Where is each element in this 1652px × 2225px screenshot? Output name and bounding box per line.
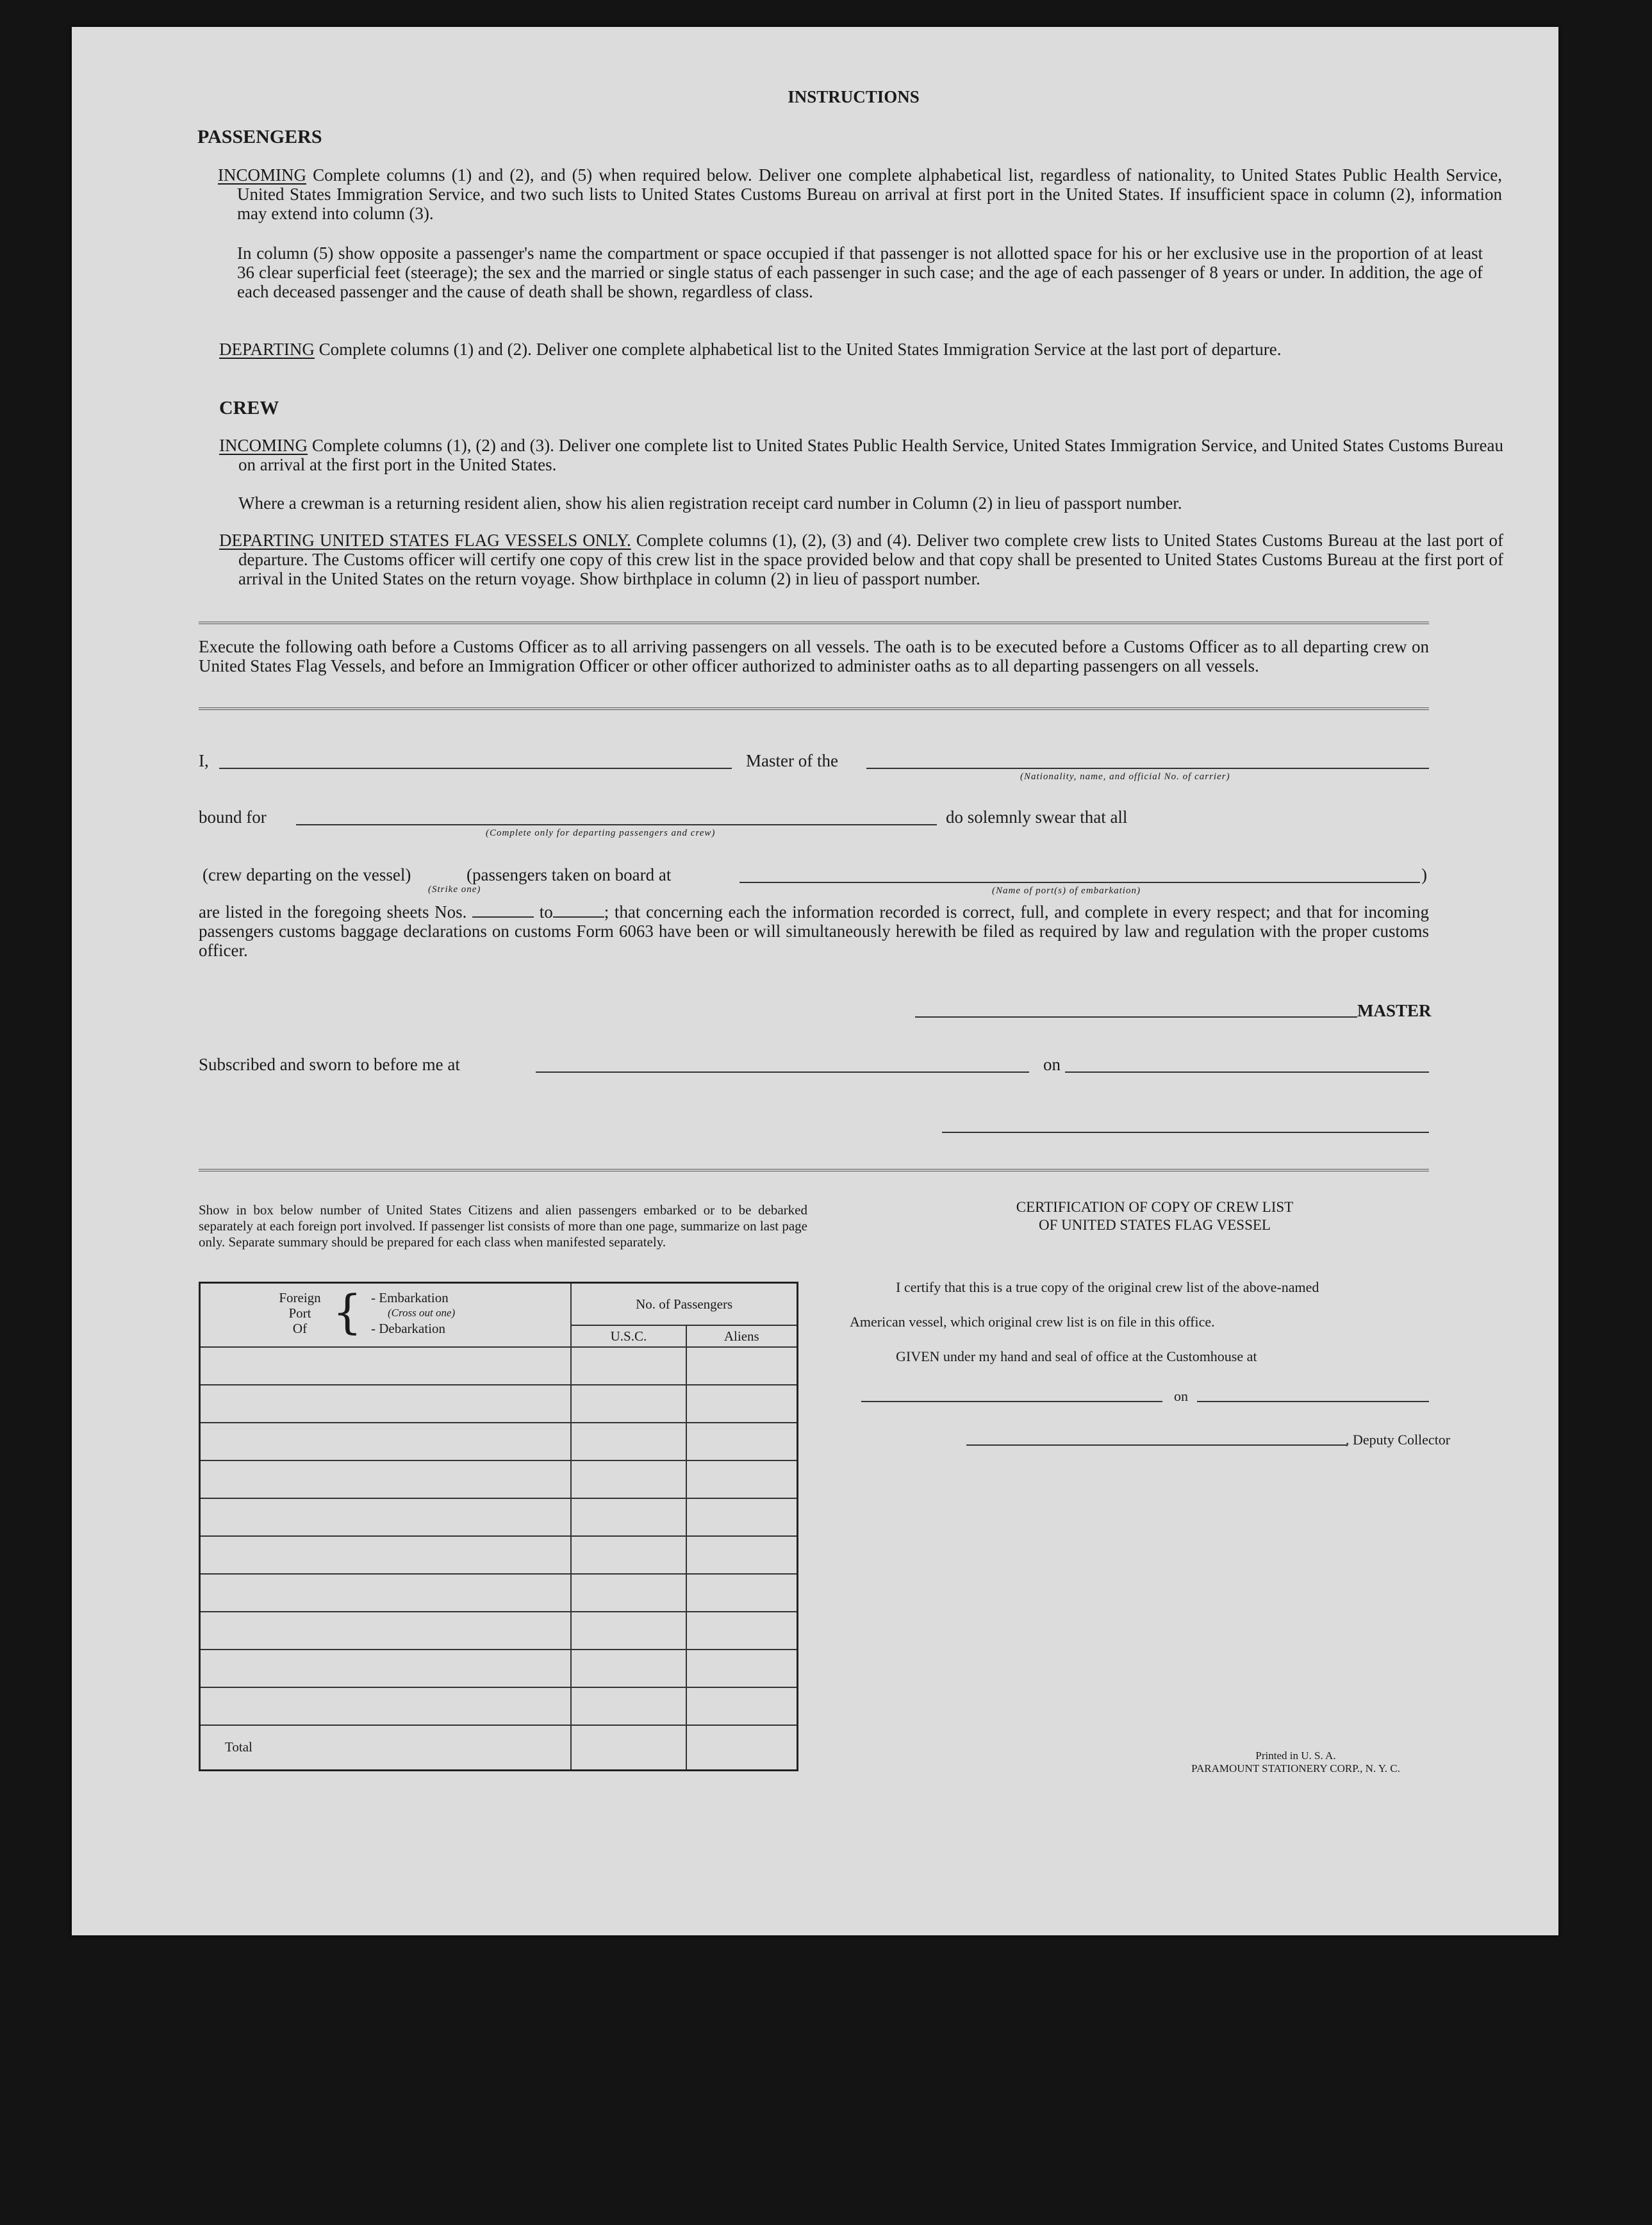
aliens-cell[interactable] bbox=[686, 1498, 798, 1536]
usc-cell[interactable] bbox=[571, 1498, 686, 1536]
certification-line3: GIVEN under my hand and seal of office at the Customhouse at bbox=[896, 1348, 1257, 1364]
passengers-taken-option[interactable]: (passengers taken on board at bbox=[467, 865, 672, 884]
bound-for-field[interactable] bbox=[296, 824, 937, 825]
port-cell[interactable] bbox=[200, 1650, 572, 1687]
embarkation-ports-field[interactable] bbox=[739, 882, 1420, 883]
aliens-cell[interactable] bbox=[686, 1385, 798, 1423]
usc-cell[interactable] bbox=[571, 1612, 686, 1650]
crew-resident-alien-instruction: Where a crewman is a returning resident alien, show his alien registration receipt card number in Column (2) in lieu of passport number. bbox=[238, 493, 1182, 513]
of-label: Of bbox=[292, 1321, 308, 1336]
port-cell[interactable] bbox=[200, 1423, 572, 1460]
aliens-cell[interactable] bbox=[686, 1687, 798, 1725]
sheets-prefix: are listed in the foregoing sheets Nos. bbox=[199, 902, 467, 922]
sheet-from-field[interactable] bbox=[472, 916, 534, 918]
certification-heading bbox=[898, 1198, 1411, 1234]
aliens-cell[interactable] bbox=[686, 1460, 798, 1498]
certification-heading-line1: CERTIFICATION OF COPY OF CREW LIST bbox=[1016, 1199, 1294, 1215]
sworn-on-label: on bbox=[1043, 1055, 1061, 1074]
crew-heading: CREW bbox=[219, 397, 279, 418]
crew-departing-text: Complete columns (1), (2), (3) and (4). Deliver two complete crew lists to United States Customs Bureau at the last port of departure. The Customs officer will certify one copy of this crew list in the space provided below and that copy shall be presented to United States Customs Bureau at the first port of arrival in the United States on the return voyage. Show birthplace in column (2) in lieu of passport number. bbox=[238, 531, 1503, 588]
swear-label: do solemnly swear that all bbox=[946, 807, 1128, 827]
total-usc-cell[interactable] bbox=[571, 1725, 686, 1770]
usc-cell[interactable] bbox=[571, 1385, 686, 1423]
foreign-port-header bbox=[200, 1283, 572, 1348]
bound-for-label: bound for bbox=[199, 807, 267, 827]
subscribed-label: Subscribed and sworn to before me at bbox=[199, 1055, 460, 1074]
certification-line2: American vessel, which original crew list is on file in this office. bbox=[850, 1314, 1215, 1330]
table-row bbox=[200, 1498, 798, 1536]
cross-out-hint: (Cross out one) bbox=[388, 1307, 456, 1319]
port-cell[interactable] bbox=[200, 1385, 572, 1423]
passengers-departing-keyword: DEPARTING bbox=[219, 340, 315, 359]
table-row bbox=[200, 1385, 798, 1423]
table-row bbox=[200, 1574, 798, 1612]
sheets-statement bbox=[199, 902, 1429, 960]
crew-departing-option[interactable]: (crew departing on the vessel) bbox=[202, 865, 411, 884]
aliens-cell[interactable] bbox=[686, 1574, 798, 1612]
master-label: MASTER bbox=[1357, 1001, 1432, 1020]
crew-departing-instruction bbox=[219, 531, 1503, 588]
passengers-column5-instruction: In column (5) show opposite a passenger's name the compartment or space occupied if that passenger is not allotted space for his or her exclusive use in the proportion of at least 36 clear superficial feet (steerage); the sex and the married or single status of each passenger in such case; and the age of each passenger of 8 years or under. In addition, the age of each deceased passenger and the cause of death shall be shown, regardless of class. bbox=[237, 244, 1483, 301]
carrier-hint: (Nationality, name, and official No. of carrier) bbox=[1020, 772, 1230, 782]
port-cell[interactable] bbox=[200, 1687, 572, 1725]
aliens-cell[interactable] bbox=[686, 1347, 798, 1385]
divider bbox=[199, 622, 1429, 626]
brace-glyph: { bbox=[333, 1285, 362, 1339]
table-row bbox=[200, 1687, 798, 1725]
customhouse-field[interactable] bbox=[861, 1401, 1162, 1402]
page-title: INSTRUCTIONS bbox=[788, 87, 920, 106]
table-row bbox=[200, 1650, 798, 1687]
imprint-line1: Printed in U. S. A. bbox=[1255, 1749, 1336, 1762]
aliens-cell[interactable] bbox=[686, 1612, 798, 1650]
divider bbox=[199, 707, 1429, 712]
usc-cell[interactable] bbox=[571, 1574, 686, 1612]
summary-intro: Show in box below number of United States Citizens and alien passengers embarked or to be debarked separately at each foreign port involved. If passenger list consists of more than one page, summarize on last page only. Separate summary should be prepared for each class when manifested separately. bbox=[199, 1202, 807, 1250]
port-cell[interactable] bbox=[200, 1612, 572, 1650]
aliens-cell[interactable] bbox=[686, 1423, 798, 1460]
table-row bbox=[200, 1347, 798, 1385]
port-label: Port bbox=[288, 1305, 311, 1321]
bound-for-hint: (Complete only for departing passengers and crew) bbox=[486, 828, 716, 838]
aliens-cell[interactable] bbox=[686, 1536, 798, 1574]
passengers-heading: PASSENGERS bbox=[197, 126, 322, 147]
to-label: to bbox=[539, 902, 553, 922]
no-passengers-header: No. of Passengers bbox=[571, 1283, 797, 1326]
total-label: Total bbox=[200, 1725, 572, 1770]
certification-line1: I certify that this is a true copy of the original crew list of the above-named bbox=[896, 1279, 1319, 1295]
aliens-header: Aliens bbox=[686, 1325, 798, 1347]
debarkation-option[interactable]: - Debarkation bbox=[371, 1321, 446, 1336]
deputy-collector-label: , Deputy Collector bbox=[1346, 1432, 1451, 1448]
total-aliens-cell[interactable] bbox=[686, 1725, 798, 1770]
strike-one-hint: (Strike one) bbox=[428, 884, 481, 895]
table-row bbox=[200, 1460, 798, 1498]
sworn-place-field[interactable] bbox=[536, 1071, 1029, 1073]
ports-hint: (Name of port(s) of embarkation) bbox=[992, 886, 1141, 896]
port-cell[interactable] bbox=[200, 1347, 572, 1385]
port-cell[interactable] bbox=[200, 1574, 572, 1612]
usc-header: U.S.C. bbox=[571, 1325, 686, 1347]
deputy-collector-signature-field[interactable] bbox=[966, 1444, 1347, 1446]
total-row bbox=[200, 1725, 798, 1770]
master-name-field[interactable] bbox=[219, 768, 732, 769]
passengers-incoming-instruction bbox=[218, 165, 1502, 223]
usc-cell[interactable] bbox=[571, 1687, 686, 1725]
table-row bbox=[200, 1423, 798, 1460]
oath-intro: Execute the following oath before a Customs Officer as to all arriving passengers on all vessels. The oath is to be executed before a Customs Officer as to all departing crew on United States Flag Vessels, and before an Immigration Officer or other officer authorized to administer oaths as to all departing passengers on all vessels. bbox=[199, 637, 1429, 675]
port-cell[interactable] bbox=[200, 1536, 572, 1574]
printer-imprint bbox=[1136, 1749, 1456, 1775]
oath-i-label: I, bbox=[199, 751, 209, 770]
usc-cell[interactable] bbox=[571, 1650, 686, 1687]
imprint-line2: PARAMOUNT STATIONERY CORP., N. Y. C. bbox=[1191, 1762, 1400, 1774]
master-signature-field[interactable] bbox=[915, 1016, 1357, 1018]
passengers-incoming-text: Complete columns (1) and (2), and (5) when required below. Deliver one complete alphabetical list, regardless of nationality, to United States Public Health Service, United States Immigration Service, and two such lists to United States Customs Bureau on arrival at first port in the United States. If insufficient space in column (2), information may extend into column (3). bbox=[237, 165, 1502, 223]
embarkation-option[interactable]: - Embarkation bbox=[371, 1290, 449, 1305]
close-paren: ) bbox=[1421, 865, 1427, 884]
sworn-date-field[interactable] bbox=[1065, 1071, 1429, 1073]
passenger-summary-table bbox=[199, 1282, 798, 1771]
crew-incoming-instruction bbox=[219, 436, 1503, 474]
port-cell[interactable] bbox=[200, 1460, 572, 1498]
passengers-departing-text: Complete columns (1) and (2). Deliver one complete alphabetical list to the United States Immigration Service at the last port of departure. bbox=[314, 340, 1282, 359]
crew-incoming-text: Complete columns (1), (2) and (3). Deliver one complete list to United States Public Health Service, United States Immigration Service, and United States Customs Bureau on arrival at the first port in the United States. bbox=[238, 436, 1503, 474]
sheet-to-field[interactable] bbox=[553, 916, 604, 918]
passengers-departing-instruction bbox=[219, 340, 1502, 359]
aliens-cell[interactable] bbox=[686, 1650, 798, 1687]
passengers-incoming-keyword: INCOMING bbox=[218, 165, 306, 185]
certification-date-field[interactable] bbox=[1197, 1401, 1429, 1402]
usc-cell[interactable] bbox=[571, 1423, 686, 1460]
officer-signature-field[interactable] bbox=[942, 1132, 1429, 1133]
divider bbox=[199, 1169, 1429, 1173]
sheets-text: ; that concerning each the information recorded is correct, full, and complete in every respect; and that for incoming passengers customs baggage declarations on customs Form 6063 have been or will simultaneously herewith be filed as required by law and regulation with the proper customs officer. bbox=[199, 902, 1430, 960]
usc-cell[interactable] bbox=[571, 1536, 686, 1574]
crew-departing-keyword: DEPARTING UNITED STATES FLAG VESSELS ONLY. bbox=[219, 531, 631, 550]
crew-incoming-keyword: INCOMING bbox=[219, 436, 308, 455]
port-cell[interactable] bbox=[200, 1498, 572, 1536]
certification-heading-line2: OF UNITED STATES FLAG VESSEL bbox=[1039, 1217, 1271, 1233]
table-row bbox=[200, 1536, 798, 1574]
foreign-label: Foreign bbox=[279, 1290, 321, 1305]
form-page bbox=[72, 27, 1558, 1935]
table-row bbox=[200, 1612, 798, 1650]
certification-on-label: on bbox=[1174, 1388, 1188, 1404]
usc-cell[interactable] bbox=[571, 1347, 686, 1385]
master-of-label: Master of the bbox=[746, 751, 838, 770]
carrier-field[interactable] bbox=[866, 768, 1429, 769]
usc-cell[interactable] bbox=[571, 1460, 686, 1498]
